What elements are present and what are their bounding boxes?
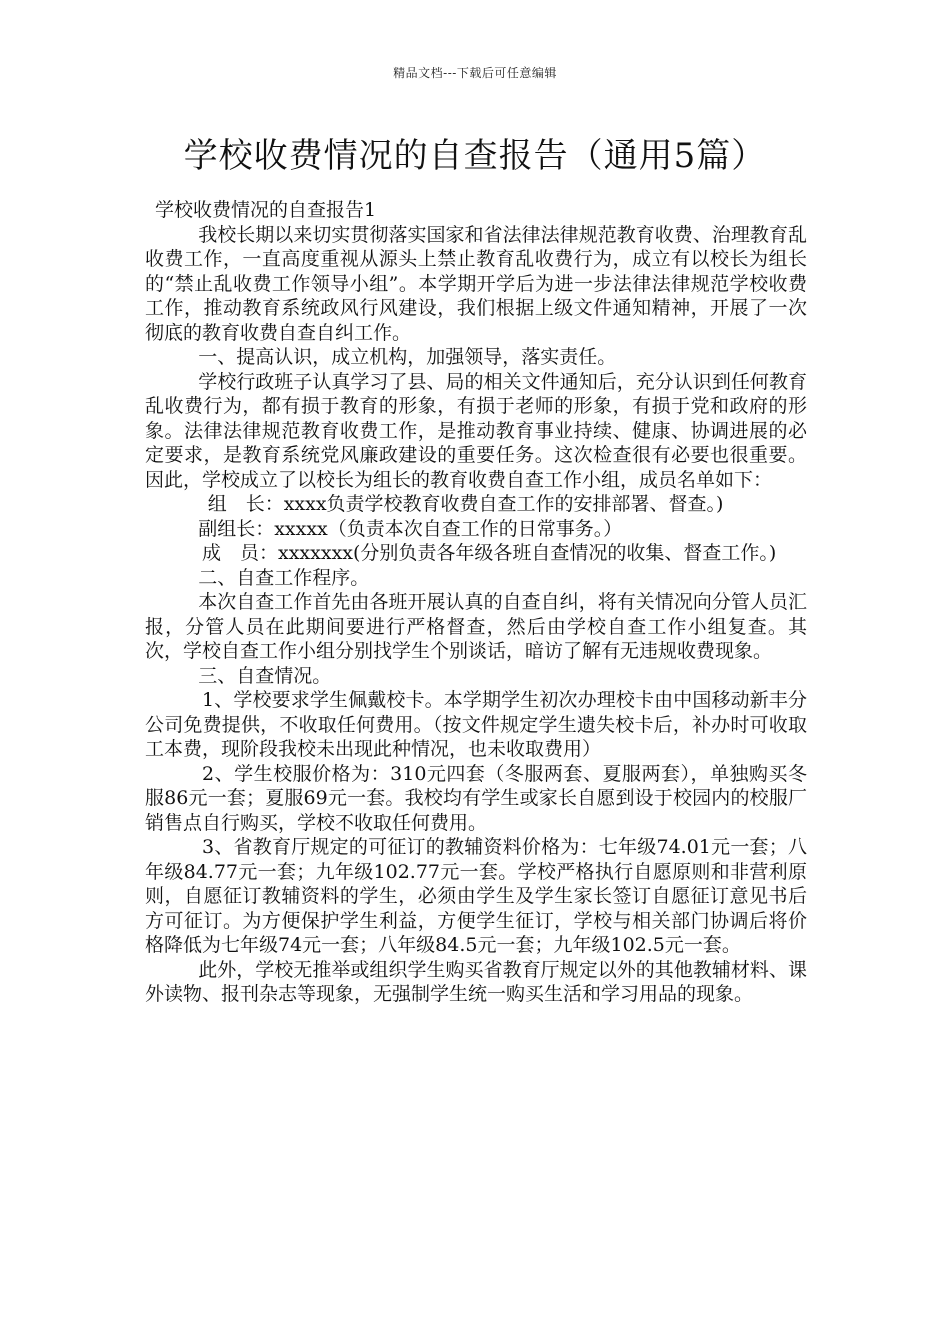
header-note: 精品文档---下载后可任意编辑: [393, 66, 557, 80]
item-student-card: 1、学校要求学生佩戴校卡。本学期学生初次办理校卡由中国移动新丰分公司免费提供，不收取任何费用。（按文件规定学生遗失校卡后，补办时可收取工本费，现阶段我校未出现此种情况，也未收取费用）: [145, 689, 807, 760]
member-leader: 组 长：xxxx负责学校教育收费自查工作的安排部署、督查。): [207, 493, 724, 515]
item-uniform: 2、学生校服价格为：310元四套（冬服两套、夏服两套），单独购买冬服86元一套；夏服69元一套。我校均有学生或家长自愿到设于校园内的校服厂销售点自行购买，学校不收取任何费用。: [145, 762, 807, 834]
document-title: 学校收费情况的自查报告（通用5篇）: [183, 136, 767, 176]
paragraph-intro: 我校长期以来切实贯彻落实国家和省法律法律规范教育收费、治理教育乱收费工作，一直高度重视从源头上禁止教育乱收费行为，成立有以校长为组长的“禁止乱收费工作领导小组”。本学期开学后为进一步法律法律规范学校收费工作，推动教育系统政风行风建设，我们根据上级文件通知精神，开展了一次彻底的教育收费自查自纠工作。: [145, 223, 807, 344]
member-staff: 成 员：xxxxxxx(分别负责各年级各班自查情况的收集、督查工作。): [202, 542, 777, 564]
document-body: [145, 198, 807, 1007]
heading-section-3: 三、自查情况。: [198, 664, 332, 687]
heading-section-1: 一、提高认识，成立机构，加强领导，落实责任。: [198, 346, 617, 368]
section-subtitle: 学校收费情况的自查报告1: [155, 199, 377, 221]
paragraph-section-2: 本次自查工作首先由各班开展认真的自查自纠，将有关情况向分管人员汇报，分管人员在此期间要进行严格督查，然后由学校自查工作小组复查。其次，学校自查工作小组分别找学生个别谈话，暗访了解有无违规收费现象。: [145, 591, 807, 662]
paragraph-section-1: 学校行政班子认真学习了县、局的相关文件通知后，充分认识到任何教育乱收费行为，都有损于教育的形象，有损于老师的形象，有损于党和政府的形象。法律法律规范教育收费工作，是推动教育事业持续、健康、协调进展的必定要求，是教育系统党风廉政建设的重要任务。这次检查很有必要也很重要。因此，学校成立了以校长为组长的教育收费自查工作小组，成员名单如下：: [145, 370, 807, 491]
heading-section-2: 二、自查工作程序。: [198, 566, 370, 589]
item-materials: 3、省教育厅规定的可征订的教辅资料价格为：七年级74.01元一套；八年级84.77元一套；九年级102.77元一套。学校严格执行自愿原则和非营利原则，自愿征订教辅资料的学生，必须由学生及学生家长签订自愿征订意见书后方可征订。为方便保护学生利益，方便学生征订，学校与相关部门协调后将价格降低为七年级74元一套；八年级84.5元一套；九年级102.5元一套。: [145, 836, 807, 956]
paragraph-closing: 此外，学校无推举或组织学生购买省教育厅规定以外的其他教辅材料、课外读物、报刊杂志等现象，无强制学生统一购买生活和学习用品的现象。: [145, 958, 807, 1005]
member-deputy: 副组长：xxxxx（负责本次自查工作的日常事务。）: [198, 517, 623, 540]
